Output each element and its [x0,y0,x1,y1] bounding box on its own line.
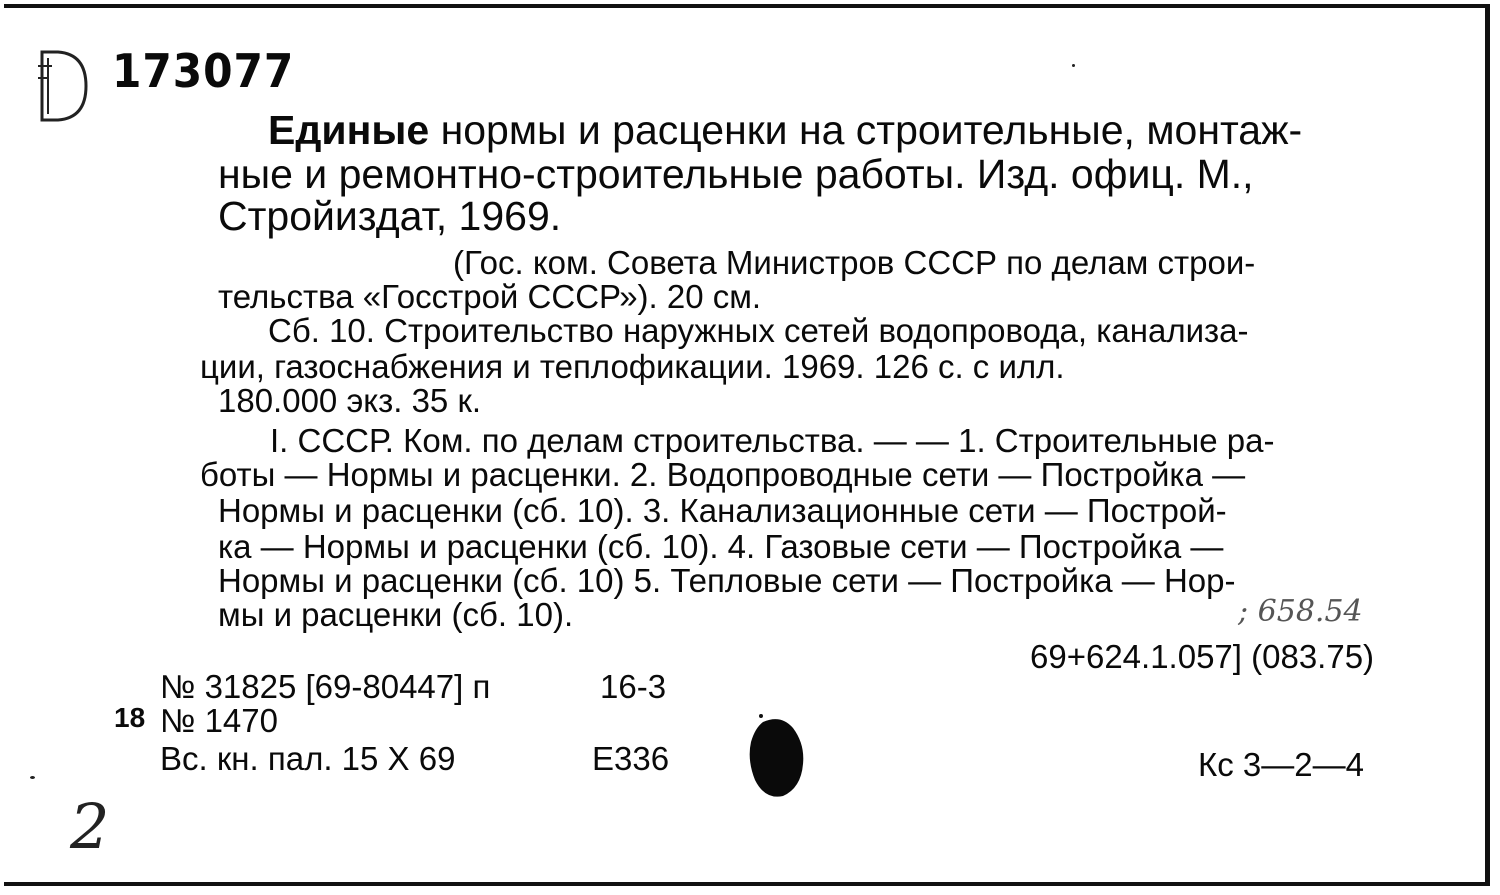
title-line-1-rest: нормы и расценки на строительные, монтаж- [440,107,1303,153]
edition-prefix: 18 [114,702,146,733]
title-line-2 [218,151,1390,197]
handwritten-class-code: ; 658.54 [1238,594,1363,629]
book-chamber-code: Е336 [592,740,670,777]
edition-number: № 1470 [160,702,278,739]
subject-line-5: Нормы и расценки (сб. 10) 5. Тепловые сети — Постройка — Нор- [218,562,1236,599]
speck [30,776,35,779]
inventory-number: 173077 [112,44,295,98]
title-line-2-text: ные и ремонтно-строительные работы. Изд. офиц. М., [218,151,1254,197]
book-chamber-line: Вс. кн. пал. 15 X 69 [160,740,456,777]
series-line-3: 180.000 экз. 35 к. [218,382,482,419]
handwritten-number: 2 [70,790,110,863]
org-line-1: (Гос. ком. Совета Министров СССР по делам строи- [453,244,1256,281]
classification-index: 69+624.1.057] (083.75) [1030,638,1375,675]
kc-code: Кс 3—2—4 [1198,746,1364,783]
title-line-1 [268,107,1303,153]
subject-line-2: боты — Нормы и расценки. 2. Водопроводные сети — Постройка — [200,456,1246,493]
ink-blot-icon [747,714,807,800]
order-code: 16-3 [600,668,667,705]
speck [1072,64,1075,67]
org-line-2: тельства «Госстрой СССР»). 20 см. [218,278,762,315]
series-line-1: Сб. 10. Строительство наружных сетей водопровода, канализа- [268,312,1249,349]
title-bold-word: Единые [268,107,430,153]
title-line-3: Стройиздат, 1969. [218,193,562,239]
subject-line-3: Нормы и расценки (сб. 10). 3. Канализационные сети — Построй- [218,492,1227,529]
library-stamp-d-icon [34,46,92,126]
subject-line-6: мы и расценки (сб. 10). [218,596,574,633]
subject-line-4: ка — Нормы и расценки (сб. 10). 4. Газовые сети — Постройка — [218,528,1224,565]
order-number: № 31825 [69-80447] п [160,668,491,705]
series-line-2: ции, газоснабжения и теплофикации. 1969. 126 с. с илл. [200,348,1065,385]
subject-line-1: I. СССР. Ком. по делам строительства. — — 1. Строительные ра- [270,422,1275,459]
